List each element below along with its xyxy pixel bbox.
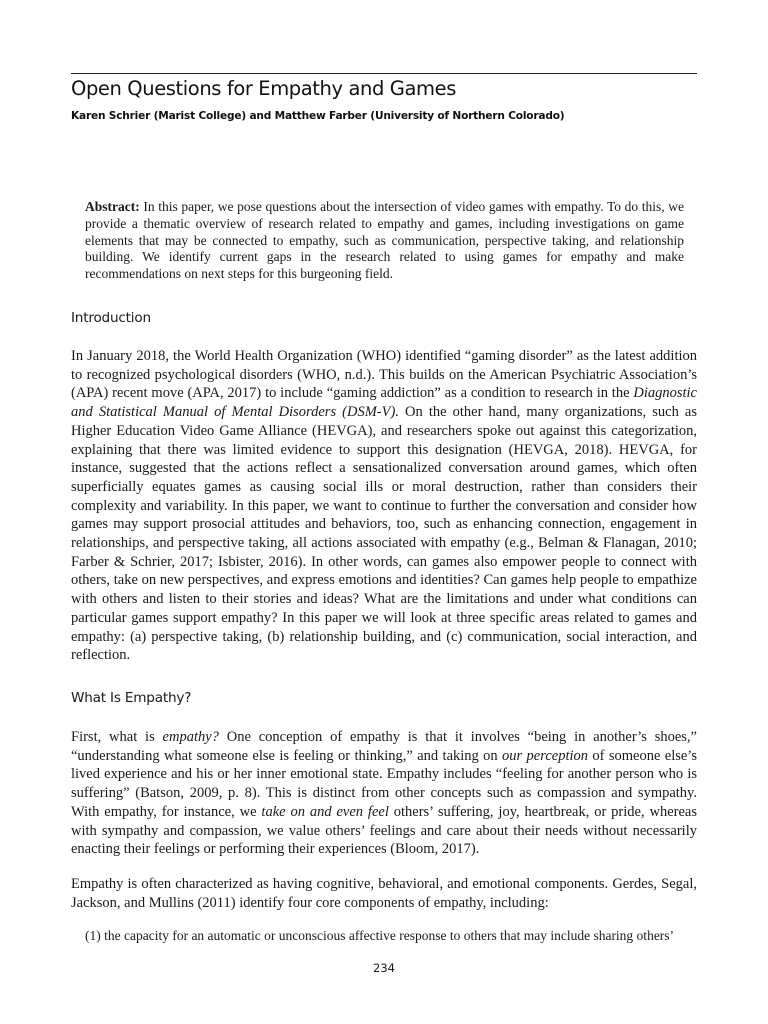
section-heading-introduction: Introduction bbox=[71, 310, 151, 326]
empathy-emphasis-2: our perception bbox=[502, 747, 589, 764]
empathy-paragraph-1 bbox=[71, 728, 697, 859]
author-line: Karen Schrier (Marist College) and Matthew Farber (University of Northern Colorado) bbox=[71, 110, 565, 122]
empathy-emphasis-3: take on and even feel bbox=[261, 803, 389, 820]
empathy-text-1: First, what is bbox=[71, 729, 163, 745]
empathy-text-3: of someone else’s lived experience and his or her inner emotional state. Empathy includes “feeling for another person who is suffering” (Batson, 2009, p. 8). This is distinct from other concepts such as compassion and sympathy. With empathy, for instance, we bbox=[71, 747, 697, 820]
introduction-paragraph bbox=[71, 347, 697, 665]
title-rule bbox=[71, 73, 697, 74]
introduction-text-2: On the other hand, many organizations, such as Higher Education Video Game Alliance (HEVGA), and researchers spoke out against this categorization, explaining that there was limited evidence to support this designation (HEVGA, 2018). HEVGA, for instance, suggested that the actions reflect a sensationalized conversation around games, which often superficially equates games as causing social ills or moral destruction, rather than considers their complexity and variability. In this paper, we want to continue to further the conversation and consider how games may support prosocial attitudes and behaviors, too, such as enhancing connection, engagement in relationships, and perspective taking, all actions associated with empathy (e.g., Belman & Flanagan, 2010; Farber & Schrier, 2017; Isbister, 2016). In other words, can games also empower people to connect with others, take on new perspectives, and express emotions and identities? Can games help people to empathize with others and listen to their stories and ideas? What are the limitations and under what conditions can particular games support empathy? In this paper we will look at three specific areas related to games and empathy: (a) perspective taking, (b) relationship building, and (c) communication, social interaction, and reflection. bbox=[71, 404, 698, 664]
page-number: 234 bbox=[373, 961, 395, 975]
abstract-text: In this paper, we pose questions about the intersection of video games with empathy. To do this, we provide a thematic overview of research related to empathy and games, including investigations on game elements that may be connected to empathy, such as communication, perspective taking, and relationship building. We identify current gaps in the research related to using games for empathy and make recommendations on next steps for this burgeoning field. bbox=[85, 199, 684, 282]
list-item: (1) the capacity for an automatic or unconscious affective response to others that may include sharing others’ bbox=[85, 928, 675, 943]
empathy-emphasis-1: empathy? bbox=[162, 729, 219, 745]
introduction-text-1: In January 2018, the World Health Organization (WHO) identified “gaming disorder” as the latest addition to recognized psychological disorders (WHO, n.d.). This builds on the American Psychiatric Association’s (APA) recent move (APA, 2017) to include “gaming addiction” as a condition to research in the bbox=[71, 348, 697, 402]
abstract bbox=[85, 199, 684, 283]
paper-title: Open Questions for Empathy and Games bbox=[71, 77, 456, 100]
section-heading-what-is-empathy: What Is Empathy? bbox=[71, 690, 192, 706]
empathy-text-4: others’ suffering, joy, heartbreak, or pride, whereas with sympathy and compassion, we value others’ feelings and care about their needs without necessarily enacting their feelings or performing their experiences (Bloom, 2017). bbox=[71, 803, 697, 858]
abstract-label: Abstract: bbox=[85, 199, 140, 214]
empathy-text-2: One conception of empathy is that it involves “being in another’s shoes,” “understanding what someone else is feeling or thinking,” and taking on bbox=[71, 729, 697, 764]
empathy-paragraph-2: Empathy is often characterized as having cognitive, behavioral, and emotional components. Gerdes, Segal, Jackson, and Mullins (2011) identify four core components of empathy, including: bbox=[71, 876, 697, 911]
dsm-title: Diagnostic and Statistical Manual of Mental Disorders (DSM-V). bbox=[71, 385, 697, 421]
